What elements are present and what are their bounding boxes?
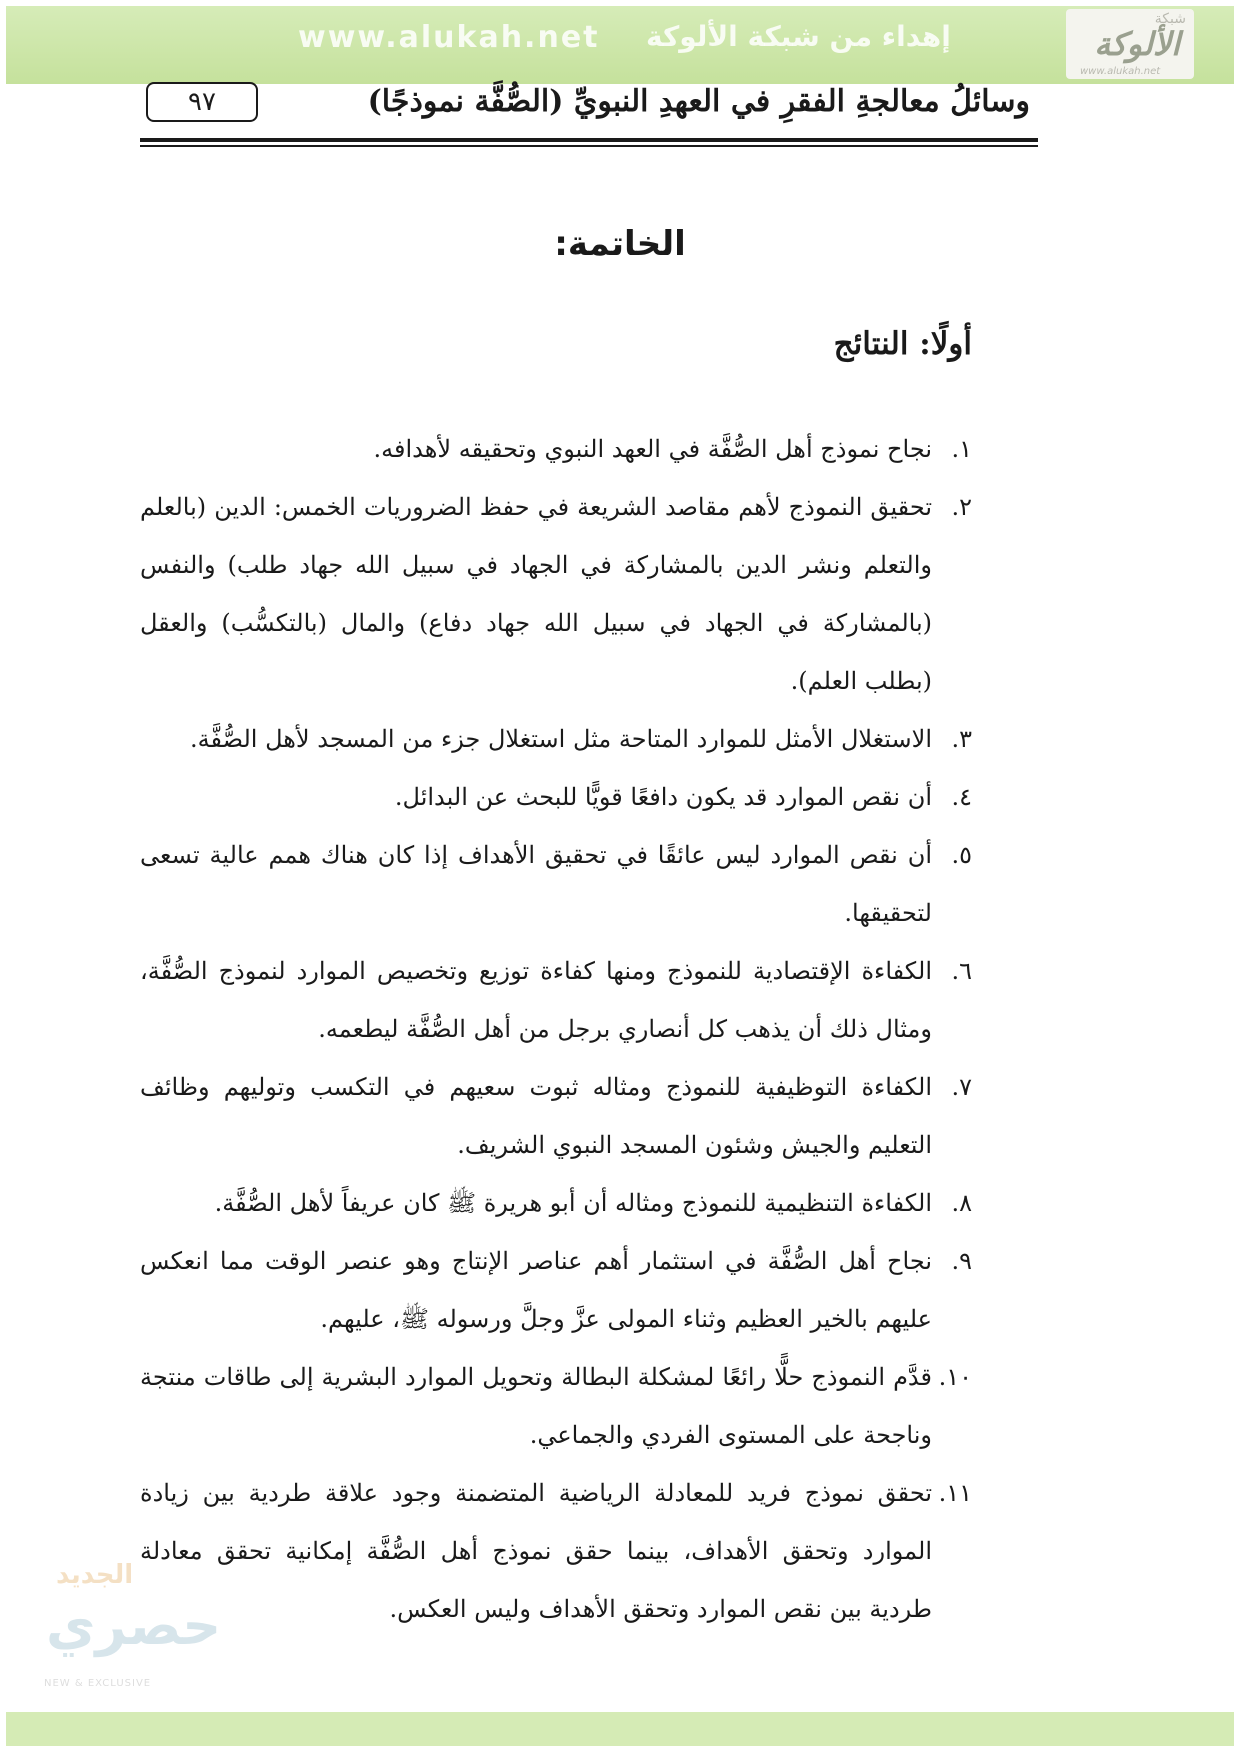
result-text: أن نقص الموارد قد يكون دافعًا قويًّا للبحث عن البدائل. [394, 783, 932, 811]
result-item [140, 1464, 972, 1638]
result-text: تحقق نموذج فريد للمعادلة الرياضية المتضمنة وجود علاقة طردية بين زيادة الموارد وتحقق الأهداف، بينما حقق نموذج أهل الصُّفَّة إمكانية تحقق معادلة طردية بين نقص الموارد وتحقق الأهداف وليس العكس. [140, 1479, 932, 1623]
result-number: ١. [951, 435, 972, 463]
result-number: ٦. [951, 957, 972, 985]
new-exclusive-watermark [36, 1560, 222, 1710]
running-header-title: وسائلُ معالجةِ الفقرِ في العهدِ النبويِّ (الصُّفَّة نموذجًا) [367, 84, 1030, 119]
watermark-top-text: الجديد [56, 1560, 134, 1590]
header-rule-thin [140, 145, 1038, 147]
conclusion-title: الخاتمة: [554, 224, 686, 264]
result-item [140, 768, 972, 826]
result-item [140, 1348, 972, 1464]
result-text: الكفاءة التنظيمية للنموذج ومثاله أن أبو هريرة ﷺ كان عريفاً لأهل الصُّفَّة. [214, 1189, 932, 1217]
result-item [140, 1174, 972, 1232]
result-number: ٨. [951, 1189, 972, 1217]
result-text: تحقيق النموذج لأهم مقاصد الشريعة في حفظ الضروريات الخمس: الدين (بالعلم والتعلم ونشر الدين بالمشاركة في الجهاد في سبيل الله جهاد طلب) والنفس (بالمشاركة في الجهاد في سبيل الله جهاد دفاع) والمال (بالتكسُّب) والعقل (بطلب العلم). [140, 493, 932, 695]
header-rule [140, 138, 1038, 142]
banner-gift-text: إهداء من شبكة الألوكة [646, 20, 951, 53]
result-number: ١٠. [938, 1363, 972, 1391]
watermark-bottom-text: NEW & EXCLUSIVE [44, 1678, 152, 1689]
result-item [140, 826, 972, 942]
logo-url-text: www.alukah.net [1080, 66, 1161, 77]
result-text: أن نقص الموارد ليس عائقًا في تحقيق الأهداف إذا كان هناك همم عالية تسعى لتحقيقها. [140, 841, 932, 927]
result-item [140, 1058, 972, 1174]
page-number: ٩٧ [146, 82, 258, 122]
result-item [140, 478, 972, 710]
result-text: قدَّم النموذج حلًّا رائعًا لمشكلة البطالة وتحويل الموارد البشرية إلى طاقات منتجة وناجحة على المستوى الفردي والجماعي. [140, 1363, 932, 1449]
result-text: نجاح أهل الصُّفَّة في استثمار أهم عناصر الإنتاج وهو عنصر الوقت مما انعكس عليهم بالخير العظيم وثناء المولى عزَّ وجلَّ ورسوله ﷺ، عليهم. [140, 1247, 932, 1333]
section-heading-results: أولًا: النتائج [833, 326, 972, 362]
result-number: ٣. [951, 725, 972, 753]
logo-main-text: الألوكة [1094, 25, 1180, 63]
logo-top-text: شبكة [1154, 11, 1186, 27]
bottom-strip [6, 1712, 1234, 1746]
result-number: ١١. [938, 1479, 972, 1507]
result-item [140, 942, 972, 1058]
result-number: ٢. [951, 493, 972, 521]
results-list [140, 420, 972, 1638]
result-number: ٩. [951, 1247, 972, 1275]
result-item [140, 1232, 972, 1348]
result-number: ٤. [951, 783, 972, 811]
watermark-main-text: حصري [46, 1594, 222, 1657]
result-text: الكفاءة التوظيفية للنموذج ومثاله ثبوت سعيهم في التكسب وتوليهم وظائف التعليم والجيش وشئون المسجد النبوي الشريف. [140, 1073, 932, 1159]
banner-url: www.alukah.net [298, 20, 600, 55]
site-logo [1066, 9, 1194, 79]
result-text: الاستغلال الأمثل للموارد المتاحة مثل استغلال جزء من المسجد لأهل الصُّفَّة. [190, 725, 932, 753]
result-text: نجاح نموذج أهل الصُّفَّة في العهد النبوي وتحقيقه لأهدافه. [373, 435, 932, 463]
result-text: الكفاءة الإقتصادية للنموذج ومنها كفاءة توزيع وتخصيص الموارد لنموذج الصُّفَّة، ومثال ذلك أن يذهب كل أنصاري برجل من أهل الصُّفَّة ليطعمه. [140, 957, 932, 1043]
result-item [140, 420, 972, 478]
result-number: ٥. [951, 841, 972, 869]
result-item [140, 710, 972, 768]
top-banner [6, 6, 1234, 84]
result-number: ٧. [951, 1073, 972, 1101]
